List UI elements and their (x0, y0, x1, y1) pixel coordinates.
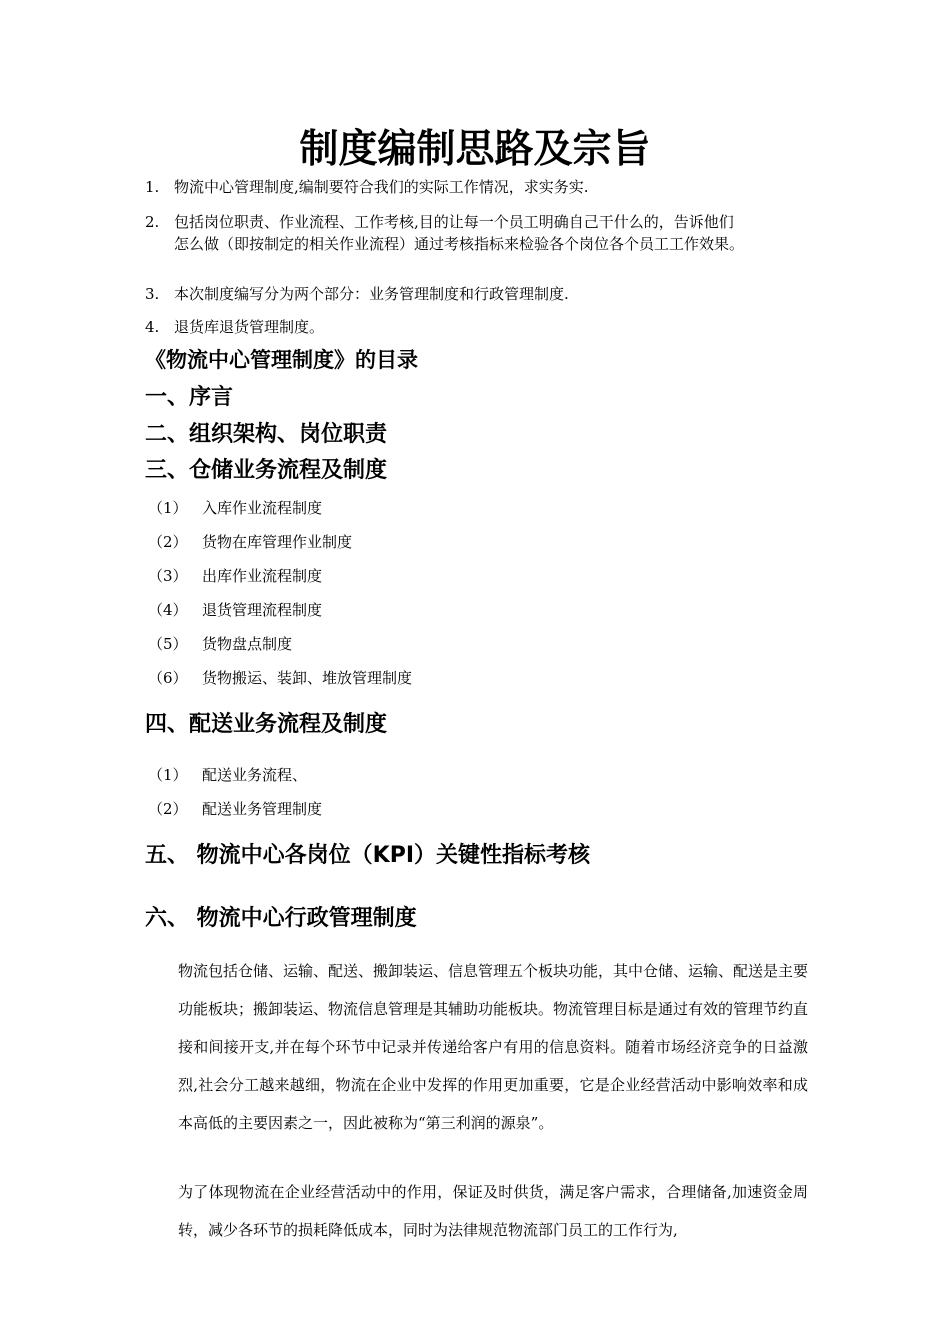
toc-section-heading: 六、 物流中心行政管理制度 (145, 906, 417, 931)
body-paragraph: 物流包括仓储、运输、配送、搬卸装运、信息管理五个板块功能，其中仓储、运输、配送是主要功能板块；搬卸装运、物流信息管理是其辅助功能板块。物流管理目标是通过有效的管理节约直接和间接开支,并在每个环节中记录并传递给客户有用的信息资料。随着市场经济竞争的日益激烈,社会分工越来越细，物流在企业中发挥的作用更加重要，它是企业经营活动中影响效率和成本高低的主要因素之一，因此被称为“第三利润的源泉”。 (178, 962, 809, 1132)
intro-item-text: 退货库退货管理制度。 (174, 318, 325, 336)
intro-item (145, 283, 825, 316)
toc-sub-item-text: 配送业务流程、 (202, 766, 308, 784)
toc-sub-item-number: （4） (148, 601, 188, 619)
toc-sub-item-text: 出库作业流程制度 (202, 567, 323, 585)
intro-item-number: 1. (145, 178, 160, 196)
toc-sub-item-text: 配送业务管理制度 (202, 800, 323, 818)
toc-sub-item-number: （2） (148, 533, 188, 551)
document-title: 制度编制思路及宗旨 (299, 127, 651, 172)
intro-item (145, 176, 825, 211)
toc-sub-item-text: 货物搬运、装卸、堆放管理制度 (202, 669, 413, 687)
toc-sub-item-number: （2） (148, 800, 188, 818)
toc-sub-item (148, 497, 322, 519)
toc-section-heading: 五、 物流中心各岗位（KPI）关键性指标考核 (145, 843, 591, 868)
toc-sub-item-text: 货物盘点制度 (202, 635, 293, 653)
toc-sub-item (148, 764, 307, 786)
toc-sub-item (148, 798, 322, 820)
toc-sub-item (148, 565, 322, 587)
toc-section-heading: 一、序言 (145, 385, 234, 410)
intro-item-number: 3. (145, 285, 160, 303)
body-paragraph: 为了体现物流在企业经营活动中的作用，保证及时供货，满足客户需求，合理储备,加速资金周转，减少各环节的损耗降低成本，同时为法律规范物流部门员工的工作行为, (178, 1183, 808, 1239)
toc-sub-item-number: （5） (148, 635, 188, 653)
intro-item (145, 211, 825, 283)
toc-sub-item-text: 入库作业流程制度 (202, 499, 323, 517)
toc-sub-item-text: 货物在库管理作业制度 (202, 533, 353, 551)
toc-sub-item (148, 667, 412, 689)
toc-sub-item-number: （1） (148, 499, 188, 517)
toc-sub-item-text: 退货管理流程制度 (202, 601, 323, 619)
toc-sub-item-number: （6） (148, 669, 188, 687)
toc-sub-item (148, 599, 322, 621)
intro-item-text: 包括岗位职责、作业流程、工作考核,目的让每一个员工明确自己干什么的，告诉他们 (174, 213, 734, 231)
toc-sub-item-number: （1） (148, 766, 188, 784)
toc-section-heading: 三、仓储业务流程及制度 (145, 458, 388, 483)
toc-sub-item (148, 531, 352, 553)
toc-section-heading: 四、配送业务流程及制度 (145, 712, 388, 737)
toc-title: 《物流中心管理制度》的目录 (145, 348, 418, 372)
intro-list (145, 176, 825, 338)
intro-item-text: 物流中心管理制度,编制要符合我们的实际工作情况，求实务实. (174, 178, 589, 196)
intro-item-text-continued: 怎么做（即按制定的相关作业流程）通过考核指标来检验各个岗位各个员工工作效果。 (174, 235, 745, 253)
intro-item-text: 本次制度编写分为两个部分：业务管理制度和行政管理制度. (174, 285, 569, 303)
intro-item-number: 4. (145, 318, 160, 336)
toc-sub-item-number: （3） (148, 567, 188, 585)
intro-item (145, 316, 825, 338)
toc-section-heading: 二、组织架构、岗位职责 (145, 422, 388, 447)
toc-sub-item (148, 633, 292, 655)
intro-item-number: 2. (145, 213, 160, 231)
